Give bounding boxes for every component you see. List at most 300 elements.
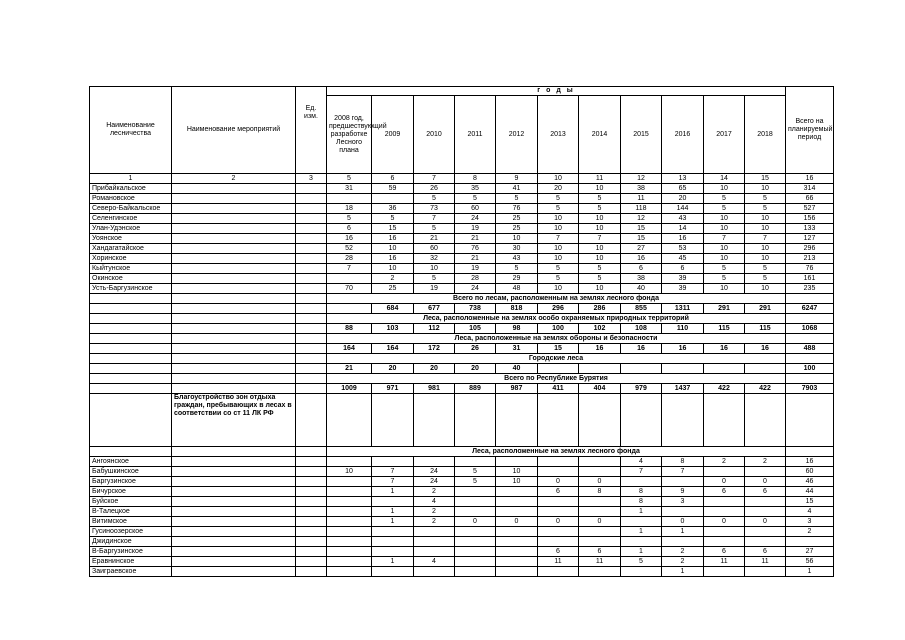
value-cell: 5 [704, 204, 745, 214]
measure-cell [172, 477, 296, 487]
value-cell: 2 [745, 457, 786, 467]
value-cell: 11 [579, 557, 621, 567]
summary-value: 40 [496, 364, 538, 374]
summary-value: 103 [372, 324, 414, 334]
value-cell: 7 [745, 234, 786, 244]
value-cell: 5 [745, 194, 786, 204]
value-cell: 10 [538, 224, 579, 234]
forestry-name: Джидинское [90, 537, 172, 547]
forestry-name: В-Талецкое [90, 507, 172, 517]
table-row [90, 264, 834, 274]
summary-value: 98 [496, 324, 538, 334]
column-number: 10 [538, 174, 579, 184]
value-cell: 24 [414, 477, 455, 487]
value-cell: 6 [538, 547, 579, 557]
value-cell: 0 [538, 477, 579, 487]
value-cell: 15 [621, 224, 662, 234]
value-cell: 38 [621, 274, 662, 284]
value-cell: 7 [662, 467, 704, 477]
value-cell [745, 507, 786, 517]
measure-cell [172, 244, 296, 254]
value-cell: 60 [455, 204, 496, 214]
value-cell: 527 [786, 204, 834, 214]
table-row [90, 274, 834, 284]
unit-cell [296, 244, 327, 254]
value-cell: 43 [496, 254, 538, 264]
value-cell [414, 567, 455, 577]
value-cell: 10 [372, 264, 414, 274]
section-title: Леса, расположенные на землях лесного фонда [327, 447, 786, 457]
summary-value: 164 [327, 344, 372, 354]
value-cell [455, 557, 496, 567]
summary-value: 16 [745, 344, 786, 354]
value-cell [496, 457, 538, 467]
summary-title-row [90, 354, 834, 364]
header-year: 2010 [414, 96, 455, 174]
value-cell: 6 [621, 264, 662, 274]
value-cell [327, 567, 372, 577]
value-cell: 10 [579, 254, 621, 264]
value-cell: 2 [662, 557, 704, 567]
value-cell: 5 [579, 264, 621, 274]
summary-title-row [90, 374, 834, 384]
value-cell: 16 [372, 254, 414, 264]
value-cell: 0 [704, 477, 745, 487]
value-cell: 1 [662, 527, 704, 537]
value-cell [579, 507, 621, 517]
value-cell: 10 [372, 244, 414, 254]
value-cell [327, 487, 372, 497]
value-cell [327, 274, 372, 284]
table-row [90, 204, 834, 214]
value-cell: 10 [496, 234, 538, 244]
value-cell: 10 [496, 467, 538, 477]
measure-cell [172, 507, 296, 517]
value-cell: 20 [538, 184, 579, 194]
value-cell: 296 [786, 244, 834, 254]
summary-value: 7903 [786, 384, 834, 394]
summary-value: 1009 [327, 384, 372, 394]
measure-cell [172, 264, 296, 274]
value-cell: 213 [786, 254, 834, 264]
value-cell: 4 [414, 497, 455, 507]
table-row [90, 547, 834, 557]
value-cell [579, 467, 621, 477]
value-cell: 28 [455, 274, 496, 284]
table-row [90, 477, 834, 487]
value-cell: 46 [786, 477, 834, 487]
summary-value: 110 [662, 324, 704, 334]
summary-value: 291 [704, 304, 745, 314]
value-cell [496, 537, 538, 547]
value-cell [327, 547, 372, 557]
value-cell: 118 [621, 204, 662, 214]
measure-cell [172, 467, 296, 477]
value-cell: 10 [745, 244, 786, 254]
value-cell [455, 457, 496, 467]
summary-value: 164 [372, 344, 414, 354]
value-cell: 11 [704, 557, 745, 567]
value-cell: 5 [455, 477, 496, 487]
value-cell: 44 [786, 487, 834, 497]
summary-value: 979 [621, 384, 662, 394]
header-year-2008: 2008 год, предшествующий разработке Лесного плана [327, 96, 372, 174]
table-row [90, 497, 834, 507]
value-cell: 16 [621, 254, 662, 264]
value-cell: 21 [455, 234, 496, 244]
value-cell: 27 [786, 547, 834, 557]
measure-cell [172, 567, 296, 577]
unit-cell [296, 497, 327, 507]
value-cell: 10 [704, 184, 745, 194]
value-cell: 25 [372, 284, 414, 294]
forestry-name: Бичурское [90, 487, 172, 497]
value-cell: 16 [372, 234, 414, 244]
forestry-name: Буйское [90, 497, 172, 507]
summary-value [327, 304, 372, 314]
column-number: 15 [745, 174, 786, 184]
value-cell [372, 527, 414, 537]
value-cell: 0 [455, 517, 496, 527]
value-cell: 2 [786, 527, 834, 537]
header-year: 2014 [579, 96, 621, 174]
unit-cell [296, 254, 327, 264]
value-cell [704, 567, 745, 577]
summary-value: 100 [538, 324, 579, 334]
header-unit: Ед. изм. [296, 87, 327, 174]
value-cell: 0 [496, 517, 538, 527]
value-cell [745, 537, 786, 547]
unit-cell [296, 194, 327, 204]
value-cell [538, 467, 579, 477]
measure-cell [172, 487, 296, 497]
value-cell: 6 [745, 487, 786, 497]
value-cell: 3 [786, 517, 834, 527]
value-cell [327, 477, 372, 487]
section-title-row [90, 447, 834, 457]
value-cell: 2 [414, 487, 455, 497]
forestry-name: Усть-Баргузинское [90, 284, 172, 294]
column-number: 5 [327, 174, 372, 184]
forestry-name: Ангоянское [90, 457, 172, 467]
value-cell [414, 457, 455, 467]
summary-value: 21 [327, 364, 372, 374]
value-cell: 7 [621, 467, 662, 477]
column-number: 13 [662, 174, 704, 184]
value-cell: 5 [745, 274, 786, 284]
summary-value: 26 [455, 344, 496, 354]
summary-value: 108 [621, 324, 662, 334]
value-cell: 16 [786, 457, 834, 467]
header-year: 2015 [621, 96, 662, 174]
value-cell: 0 [745, 477, 786, 487]
value-cell: 1 [786, 567, 834, 577]
column-number: 9 [496, 174, 538, 184]
column-number: 1 [90, 174, 172, 184]
forestry-name: Окинское [90, 274, 172, 284]
table-row [90, 537, 834, 547]
summary-value [621, 364, 662, 374]
value-cell: 7 [327, 264, 372, 274]
summary-value: 291 [745, 304, 786, 314]
value-cell: 4 [786, 507, 834, 517]
forestry-name: В-Баргузинское [90, 547, 172, 557]
value-cell: 29 [496, 274, 538, 284]
value-cell: 5 [538, 274, 579, 284]
value-cell: 5 [745, 204, 786, 214]
value-cell: 4 [414, 557, 455, 567]
value-cell: 39 [662, 284, 704, 294]
value-cell: 5 [496, 194, 538, 204]
measure-cell [172, 254, 296, 264]
value-cell: 0 [579, 517, 621, 527]
value-cell [372, 497, 414, 507]
value-cell: 19 [455, 224, 496, 234]
value-cell: 19 [455, 264, 496, 274]
value-cell: 5 [704, 264, 745, 274]
measure-cell [172, 284, 296, 294]
table-row [90, 244, 834, 254]
value-cell [538, 507, 579, 517]
column-number: 3 [296, 174, 327, 184]
measure-cell [172, 517, 296, 527]
value-cell: 1 [372, 557, 414, 567]
value-cell: 1 [621, 547, 662, 557]
value-cell [327, 194, 372, 204]
value-cell: 35 [455, 184, 496, 194]
forestry-name: Гусиноозерское [90, 527, 172, 537]
value-cell: 7 [372, 467, 414, 477]
summary-value: 31 [496, 344, 538, 354]
value-cell: 10 [579, 224, 621, 234]
summary-title: Всего по лесам, расположенным на землях лесного фонда [327, 294, 786, 304]
value-cell [496, 527, 538, 537]
forestry-name: Еравнинское [90, 557, 172, 567]
value-cell: 24 [455, 284, 496, 294]
column-number: 11 [579, 174, 621, 184]
value-cell: 1 [372, 487, 414, 497]
value-cell [372, 537, 414, 547]
value-cell: 10 [704, 244, 745, 254]
summary-title-row [90, 334, 834, 344]
summary-value: 16 [579, 344, 621, 354]
value-cell [745, 527, 786, 537]
value-cell [455, 527, 496, 537]
value-cell [327, 507, 372, 517]
value-cell [786, 537, 834, 547]
summary-value: 115 [704, 324, 745, 334]
summary-value: 172 [414, 344, 455, 354]
table-row [90, 527, 834, 537]
column-number: 6 [372, 174, 414, 184]
value-cell [372, 194, 414, 204]
value-cell: 15 [372, 224, 414, 234]
value-cell: 16 [327, 234, 372, 244]
measure-cell [172, 234, 296, 244]
summary-value: 20 [372, 364, 414, 374]
value-cell: 52 [327, 244, 372, 254]
summary-value: 100 [786, 364, 834, 374]
summary-value [579, 364, 621, 374]
value-cell: 32 [414, 254, 455, 264]
value-cell: 60 [786, 467, 834, 477]
summary-value: 16 [621, 344, 662, 354]
value-cell: 133 [786, 224, 834, 234]
value-cell: 8 [662, 457, 704, 467]
column-number: 2 [172, 174, 296, 184]
table-row [90, 507, 834, 517]
value-cell [496, 557, 538, 567]
value-cell: 25 [496, 214, 538, 224]
header-year: 2009 [372, 96, 414, 174]
value-cell [496, 487, 538, 497]
value-cell: 5 [414, 224, 455, 234]
value-cell: 5 [538, 204, 579, 214]
forestry-name: Кыйтунское [90, 264, 172, 274]
forestry-name: Заиграевское [90, 567, 172, 577]
value-cell: 7 [704, 234, 745, 244]
measure-cell [172, 537, 296, 547]
forestry-name: Хоринское [90, 254, 172, 264]
summary-value: 971 [372, 384, 414, 394]
value-cell [745, 497, 786, 507]
value-cell: 28 [327, 254, 372, 264]
value-cell: 24 [414, 467, 455, 477]
value-cell: 6 [745, 547, 786, 557]
value-cell: 5 [496, 264, 538, 274]
value-cell: 314 [786, 184, 834, 194]
column-number: 8 [455, 174, 496, 184]
summary-value-row [90, 364, 834, 374]
table-row [90, 517, 834, 527]
value-cell: 16 [662, 234, 704, 244]
summary-value: 105 [455, 324, 496, 334]
table-row [90, 224, 834, 234]
unit-cell [296, 517, 327, 527]
value-cell: 20 [662, 194, 704, 204]
summary-value: 6247 [786, 304, 834, 314]
header-year: 2011 [455, 96, 496, 174]
summary-value: 1068 [786, 324, 834, 334]
summary-value: 422 [704, 384, 745, 394]
value-cell [414, 527, 455, 537]
header-year: 2013 [538, 96, 579, 174]
value-cell [704, 497, 745, 507]
value-cell [455, 537, 496, 547]
value-cell: 15 [786, 497, 834, 507]
value-cell: 7 [538, 234, 579, 244]
value-cell: 6 [538, 487, 579, 497]
value-cell [414, 537, 455, 547]
header-year: 2017 [704, 96, 745, 174]
value-cell: 7 [372, 477, 414, 487]
value-cell: 0 [704, 517, 745, 527]
summary-title: Городские леса [327, 354, 786, 364]
summary-value [704, 364, 745, 374]
value-cell: 76 [786, 264, 834, 274]
table-row [90, 557, 834, 567]
value-cell: 156 [786, 214, 834, 224]
value-cell: 1 [372, 507, 414, 517]
value-cell: 10 [538, 214, 579, 224]
value-cell: 2 [704, 457, 745, 467]
forest-plan-table [89, 86, 834, 577]
value-cell: 2 [662, 547, 704, 557]
summary-value [662, 364, 704, 374]
value-cell [496, 497, 538, 507]
summary-title: Всего по Республике Бурятия [327, 374, 786, 384]
value-cell: 144 [662, 204, 704, 214]
forestry-name: Романовское [90, 194, 172, 204]
summary-value: 855 [621, 304, 662, 314]
summary-value: 16 [662, 344, 704, 354]
value-cell [745, 467, 786, 477]
value-cell: 76 [455, 244, 496, 254]
value-cell: 10 [538, 244, 579, 254]
summary-value-row [90, 304, 834, 314]
table-row [90, 254, 834, 264]
value-cell [538, 497, 579, 507]
forestry-name: Уоянское [90, 234, 172, 244]
measure-title: Благоустройство зон отдыха граждан, пребывающих в лесах в соответствии со ст 11 ЛК РФ [172, 394, 296, 447]
forestry-name: Северо-Байкальское [90, 204, 172, 214]
unit-cell [296, 467, 327, 477]
summary-value [745, 364, 786, 374]
value-cell: 10 [704, 214, 745, 224]
value-cell: 0 [745, 517, 786, 527]
value-cell: 18 [327, 204, 372, 214]
value-cell: 10 [745, 224, 786, 234]
value-cell: 59 [372, 184, 414, 194]
table-row [90, 284, 834, 294]
value-cell: 48 [496, 284, 538, 294]
value-cell [496, 507, 538, 517]
value-cell: 24 [455, 214, 496, 224]
value-cell: 5 [579, 194, 621, 204]
measure-cell [172, 527, 296, 537]
value-cell [621, 517, 662, 527]
forestry-name: Витимское [90, 517, 172, 527]
value-cell [414, 547, 455, 557]
value-cell: 10 [538, 254, 579, 264]
value-cell: 10 [745, 214, 786, 224]
value-cell [579, 497, 621, 507]
value-cell: 7 [414, 214, 455, 224]
value-cell: 5 [579, 204, 621, 214]
value-cell: 8 [579, 487, 621, 497]
value-cell: 8 [621, 497, 662, 507]
value-cell [538, 567, 579, 577]
value-cell: 5 [372, 214, 414, 224]
value-cell [538, 527, 579, 537]
value-cell: 5 [538, 194, 579, 204]
value-cell: 2 [414, 517, 455, 527]
summary-value: 889 [455, 384, 496, 394]
value-cell [496, 547, 538, 557]
measure-cell [172, 457, 296, 467]
unit-cell [296, 567, 327, 577]
value-cell: 5 [414, 194, 455, 204]
value-cell [704, 467, 745, 477]
value-cell: 10 [327, 467, 372, 477]
summary-title-row [90, 314, 834, 324]
value-cell: 15 [621, 234, 662, 244]
value-cell [704, 527, 745, 537]
value-cell: 7 [579, 234, 621, 244]
summary-value: 16 [704, 344, 745, 354]
unit-cell [296, 204, 327, 214]
table-row [90, 194, 834, 204]
